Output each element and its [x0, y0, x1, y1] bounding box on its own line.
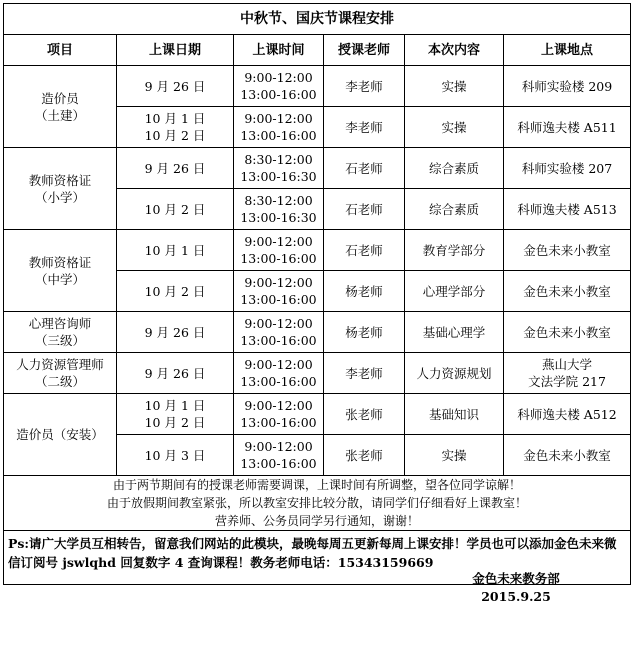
date-cell-line: 10 月 1 日: [144, 398, 206, 413]
project-cell: [4, 148, 117, 230]
date-cell-line: 9 月 26 日: [144, 160, 206, 176]
date-cell-line: 9 月 26 日: [144, 78, 206, 94]
location-cell: [504, 271, 631, 312]
content-cell: 综合素质: [405, 148, 504, 189]
date-cell: [117, 271, 234, 312]
time-cell-line: 13:00-16:00: [240, 456, 317, 471]
time-cell-line: 9:00-12:00: [244, 357, 313, 372]
header-time: 上课时间: [234, 35, 324, 66]
date-cell-line: 10 月 2 日: [144, 283, 206, 299]
date-cell: [117, 107, 234, 148]
teacher-cell: 杨老师: [324, 271, 405, 312]
location-cell: [504, 148, 631, 189]
project-cell-line: 人力资源管理师: [16, 357, 104, 372]
date-cell-line: 10 月 2 日: [144, 128, 206, 143]
date-cell-line: 10 月 2 日: [144, 415, 206, 430]
time-cell: [234, 312, 324, 353]
content-cell: 实操: [405, 435, 504, 476]
date-cell: [117, 189, 234, 230]
teacher-cell: 李老师: [324, 66, 405, 107]
project-cell-line: 教师资格证: [28, 172, 92, 188]
date-cell-line: 10 月 2 日: [144, 201, 206, 217]
time-cell: [234, 394, 324, 435]
project-cell-line: 造价员: [41, 90, 79, 106]
header-teacher: 授课老师: [324, 35, 405, 66]
schedule-table: [3, 3, 631, 604]
location-cell-line: 燕山大学: [542, 357, 593, 372]
time-cell: [234, 271, 324, 312]
signature-date: 2015.9.25: [481, 589, 551, 604]
time-cell-line: 8:30-12:00: [244, 193, 313, 208]
date-cell: [117, 66, 234, 107]
note-line: 由于放假期间教室紧张，所以教室安排比较分散，请同学们仔细看好上课教室！: [107, 496, 528, 510]
time-cell: [234, 66, 324, 107]
time-cell: [234, 230, 324, 271]
location-cell-line: 科师逸夫楼 A513: [517, 201, 617, 217]
location-cell-line: 文法学院 217: [528, 374, 606, 389]
time-cell-line: 9:00-12:00: [244, 398, 313, 413]
location-cell-line: 科师逸夫楼 A511: [517, 119, 617, 135]
table-row: [4, 66, 631, 107]
date-cell-line: 9 月 26 日: [144, 324, 206, 340]
teacher-cell: 李老师: [324, 107, 405, 148]
table-row: [4, 353, 631, 394]
project-cell: [4, 312, 117, 353]
content-cell: 实操: [405, 107, 504, 148]
date-cell: [117, 148, 234, 189]
time-cell-line: 13:00-16:00: [240, 374, 317, 389]
date-cell-line: 9 月 26 日: [144, 365, 206, 381]
office-signature: 金色未来教务部: [472, 571, 560, 586]
ps-cell: [4, 531, 631, 604]
location-cell-line: 科师实验楼 209: [521, 78, 613, 94]
time-cell-line: 13:00-16:00: [240, 333, 317, 348]
location-cell: [504, 66, 631, 107]
location-cell-line: 金色未来小教室: [523, 447, 611, 463]
teacher-cell: 石老师: [324, 230, 405, 271]
date-cell: [117, 353, 234, 394]
notes-cell: [4, 476, 631, 531]
date-cell-line: 10 月 1 日: [144, 242, 206, 258]
time-cell-line: 9:00-12:00: [244, 70, 313, 85]
time-cell: [234, 148, 324, 189]
time-cell-line: 13:00-16:00: [240, 128, 317, 143]
table-row: [4, 230, 631, 271]
time-cell-line: 13:00-16:00: [240, 415, 317, 430]
teacher-cell: 张老师: [324, 394, 405, 435]
table-row: [4, 394, 631, 435]
schedule-title: 中秋节、国庆节课程安排: [4, 4, 631, 35]
location-cell-line: 金色未来小教室: [523, 324, 611, 340]
time-cell-line: 9:00-12:00: [244, 439, 313, 454]
time-cell-line: 9:00-12:00: [244, 275, 313, 290]
header-project: 项目: [4, 35, 117, 66]
time-cell: [234, 435, 324, 476]
content-cell: 人力资源规划: [405, 353, 504, 394]
time-cell: [234, 353, 324, 394]
date-cell-line: 10 月 3 日: [144, 447, 206, 463]
project-cell-line: （土建）: [34, 107, 85, 123]
time-cell: [234, 107, 324, 148]
table-row: [4, 148, 631, 189]
location-cell: [504, 230, 631, 271]
time-cell-line: 13:00-16:30: [240, 169, 317, 184]
date-cell: [117, 394, 234, 435]
time-cell-line: 9:00-12:00: [244, 234, 313, 249]
time-cell-line: 9:00-12:00: [244, 111, 313, 126]
project-cell-line: 心理咨询师: [28, 316, 92, 331]
project-cell-line: （二级）: [34, 374, 85, 389]
project-cell: [4, 353, 117, 394]
project-cell: [4, 394, 117, 476]
location-cell-line: 金色未来小教室: [523, 242, 611, 258]
date-cell-line: 10 月 1 日: [144, 111, 206, 126]
content-cell: 基础心理学: [405, 312, 504, 353]
ps-text: Ps:请广大学员互相转告，留意我们网站的此模块，最晚每周五更新每周上课安排！学员也可以添加金色未来微信订阅号 jswlqhd 回复数字 4 查询课程！教务老师电话：15343159669: [8, 536, 617, 570]
content-cell: 综合素质: [405, 189, 504, 230]
project-cell-line: （中学）: [34, 271, 85, 287]
content-cell: 基础知识: [405, 394, 504, 435]
project-cell-line: 造价员（安装）: [16, 427, 104, 442]
teacher-cell: 石老师: [324, 148, 405, 189]
teacher-cell: 张老师: [324, 435, 405, 476]
teacher-cell: 杨老师: [324, 312, 405, 353]
project-cell-line: 教师资格证: [28, 254, 92, 270]
time-cell-line: 8:30-12:00: [244, 152, 313, 167]
header-location: 上课地点: [504, 35, 631, 66]
location-cell: [504, 312, 631, 353]
location-cell: [504, 353, 631, 394]
note-line: 由于两节期间有的授课老师需要调课，上课时间有所调整，望各位同学谅解！: [113, 478, 522, 492]
teacher-cell: 李老师: [324, 353, 405, 394]
project-cell: [4, 66, 117, 148]
location-cell: [504, 189, 631, 230]
location-cell-line: 科师实验楼 207: [521, 160, 613, 176]
project-cell: [4, 230, 117, 312]
time-cell: [234, 189, 324, 230]
table-row: [4, 312, 631, 353]
location-cell: [504, 107, 631, 148]
time-cell-line: 13:00-16:00: [240, 251, 317, 266]
date-cell: [117, 312, 234, 353]
time-cell-line: 9:00-12:00: [244, 316, 313, 331]
location-cell-line: 科师逸夫楼 A512: [517, 406, 617, 422]
content-cell: 心理学部分: [405, 271, 504, 312]
content-cell: 教育学部分: [405, 230, 504, 271]
note-line: 营养师、公务员同学另行通知，谢谢！: [215, 514, 420, 528]
time-cell-line: 13:00-16:00: [240, 87, 317, 102]
date-cell: [117, 230, 234, 271]
teacher-cell: 石老师: [324, 189, 405, 230]
header-content: 本次内容: [405, 35, 504, 66]
location-cell: [504, 435, 631, 476]
date-cell: [117, 435, 234, 476]
content-cell: 实操: [405, 66, 504, 107]
location-cell: [504, 394, 631, 435]
time-cell-line: 13:00-16:30: [240, 210, 317, 225]
time-cell-line: 13:00-16:00: [240, 292, 317, 307]
location-cell-line: 金色未来小教室: [523, 283, 611, 299]
project-cell-line: （小学）: [34, 189, 85, 205]
project-cell-line: （三级）: [34, 333, 85, 348]
header-date: 上课日期: [117, 35, 234, 66]
